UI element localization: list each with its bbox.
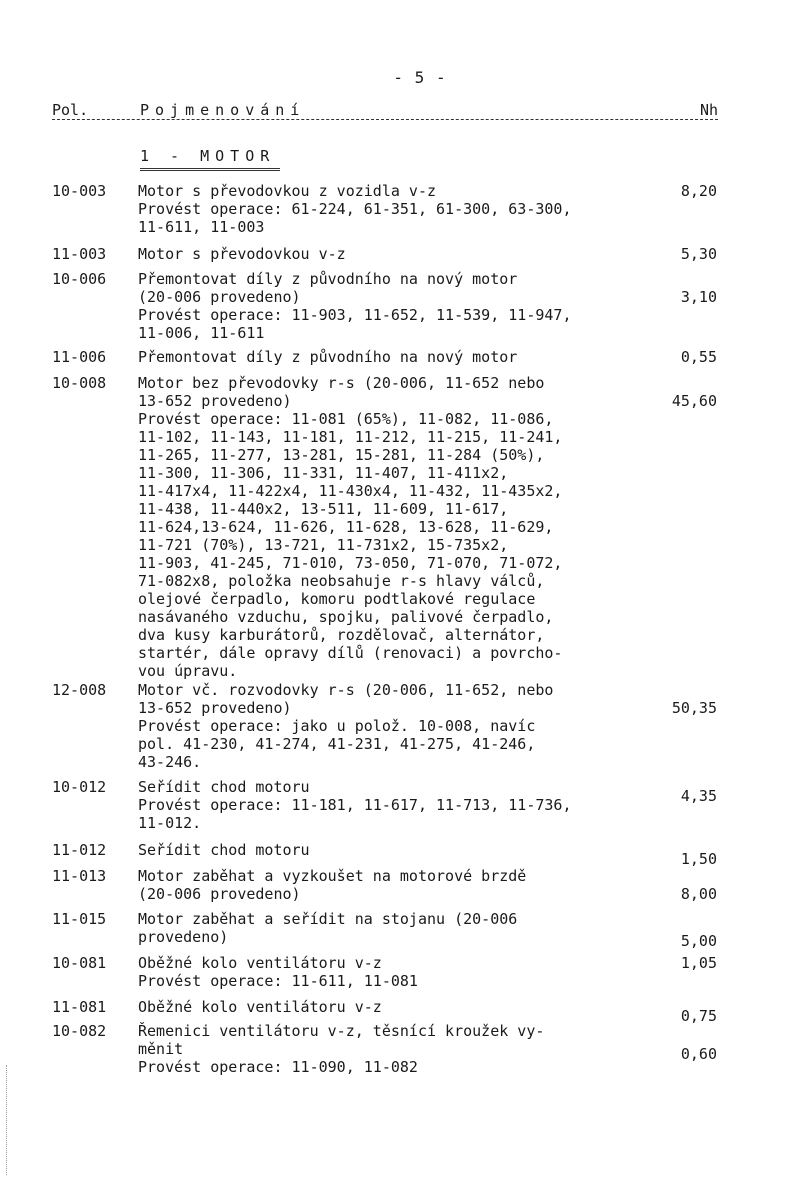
item-hours: 0,75 [680,1007,717,1025]
item-code: 10-012 [52,778,107,796]
column-header [52,101,718,125]
item-description [138,182,668,236]
item-description [138,270,668,342]
item-description [138,374,668,680]
description-line: 11-721 (70%), 13-721, 11-731x2, 15-735x2, [138,536,509,554]
description-line: Oběžné kolo ventilátoru v-z [138,954,382,972]
description-line: Přemontovat díly z původního na nový motor [138,348,518,366]
item-description [138,681,668,771]
item-code: 10-082 [52,1022,107,1040]
item-description [138,841,668,859]
description-line: startér, dále opravy dílů (renovaci) a povrcho- [138,644,563,662]
item-description [138,245,668,263]
item-code: 11-015 [52,910,107,928]
description-line: Motor bez převodovky r-s (20-006, 11-652 nebo [138,374,545,392]
description-line: Motor s převodovkou z vozidla v-z [138,182,437,200]
description-line: Provést operace: jako u polož. 10-008, navíc [138,717,536,735]
description-line: 11-012. [138,814,202,832]
header-nh: Nh [699,101,718,119]
description-line: provedeno) [138,928,229,946]
item-hours: 8,00 [680,885,717,903]
section-title: 1 - MOTOR [140,147,276,165]
description-line: měnit [138,1040,184,1058]
description-line: Motor s převodovkou v-z [138,245,346,263]
description-line: 71-082x8, položka neobsahuje r-s hlavy válců, [138,572,545,590]
item-code: 11-003 [52,245,107,263]
item-hours: 5,30 [680,245,717,263]
description-line: 11-300, 11-306, 11-331, 11-407, 11-411x2, [138,464,509,482]
item-code: 11-012 [52,841,107,859]
description-line: 13-652 provedeno) [138,699,292,717]
description-line: pol. 41-230, 41-274, 41-231, 41-275, 41-246, [138,735,536,753]
item-description [138,348,668,366]
description-line: 11-903, 41-245, 71-010, 73-050, 71-070, 71-072, [138,554,563,572]
description-line: Provést operace: 11-903, 11-652, 11-539, 11-947, [138,306,572,324]
description-line: vou úpravu. [138,662,238,680]
item-code: 10-006 [52,270,107,288]
section-underline [140,168,280,171]
item-code: 11-006 [52,348,107,366]
description-line: 43-246. [138,753,202,771]
item-hours: 0,60 [680,1045,717,1064]
description-line: 11-624,13-624, 11-626, 11-628, 13-628, 11-629, [138,518,554,536]
item-description [138,910,668,946]
item-hours: 1,50 [680,850,717,868]
item-code: 10-081 [52,954,107,972]
item-code: 11-013 [52,867,107,885]
item-description [138,778,668,832]
item-description [138,1022,668,1076]
description-line: 11-102, 11-143, 11-181, 11-212, 11-215, 11-241, [138,428,563,446]
item-code: 10-008 [52,374,107,392]
description-line: dva kusy karburátorů, rozdělovač, alternátor, [138,626,545,644]
description-line: Řemenici ventilátoru v-z, těsnící kroužek vy- [138,1022,545,1040]
description-line: Provést operace: 11-081 (65%), 11-082, 11-086, [138,410,554,428]
page-number: - 5 - [393,68,447,87]
margin-dots [6,1065,7,1175]
item-description [138,954,668,990]
description-line: Přemontovat díly z původního na nový motor [138,270,518,288]
item-code: 10-003 [52,182,107,200]
description-line: olejové čerpadlo, komoru podtlakové regulace [138,590,536,608]
item-hours: 0,55 [680,348,717,366]
description-line: Seřídit chod motoru [138,778,310,796]
description-line: Oběžné kolo ventilátoru v-z [138,998,382,1016]
description-line: Provést operace: 11-181, 11-617, 11-713, 11-736, [138,796,572,814]
description-line: Motor zaběhat a vyzkoušet na motorové brzdě [138,867,527,885]
item-hours: 3,10 [680,288,717,306]
item-hours: 1,05 [680,954,717,972]
item-hours: 50,35 [671,699,717,717]
description-line: Seřídit chod motoru [138,841,310,859]
description-line: 11-417x4, 11-422x4, 11-430x4, 11-432, 11-435x2, [138,482,563,500]
description-line: 11-611, 11-003 [138,218,265,236]
header-name: Pojmenování [140,101,306,119]
header-rule [52,119,718,120]
description-line: nasávaného vzduchu, spojku, palivové čerpadlo, [138,608,554,626]
description-line: 11-006, 11-611 [138,324,265,342]
item-hours: 8,20 [680,182,717,200]
description-line: Provést operace: 11-611, 11-081 [138,972,418,990]
description-line: (20-006 provedeno) [138,288,301,306]
description-line: Provést operace: 11-090, 11-082 [138,1058,418,1076]
description-line: Provést operace: 61-224, 61-351, 61-300, 63-300, [138,200,572,218]
item-description [138,998,668,1016]
description-line: 13-652 provedeno) [138,392,292,410]
header-pol: Pol. [52,101,89,119]
item-code: 12-008 [52,681,107,699]
item-hours: 45,60 [671,392,717,410]
description-line: Motor zaběhat a seřídit na stojanu (20-006 [138,910,518,928]
description-line: Motor vč. rozvodovky r-s (20-006, 11-652, nebo [138,681,554,699]
description-line: 11-265, 11-277, 13-281, 15-281, 11-284 (50%), [138,446,545,464]
item-description [138,867,668,903]
description-line: (20-006 provedeno) [138,885,301,903]
description-line: 11-438, 11-440x2, 13-511, 11-609, 11-617, [138,500,509,518]
item-hours: 5,00 [680,931,717,950]
item-hours: 4,35 [680,787,717,805]
item-code: 11-081 [52,998,107,1016]
